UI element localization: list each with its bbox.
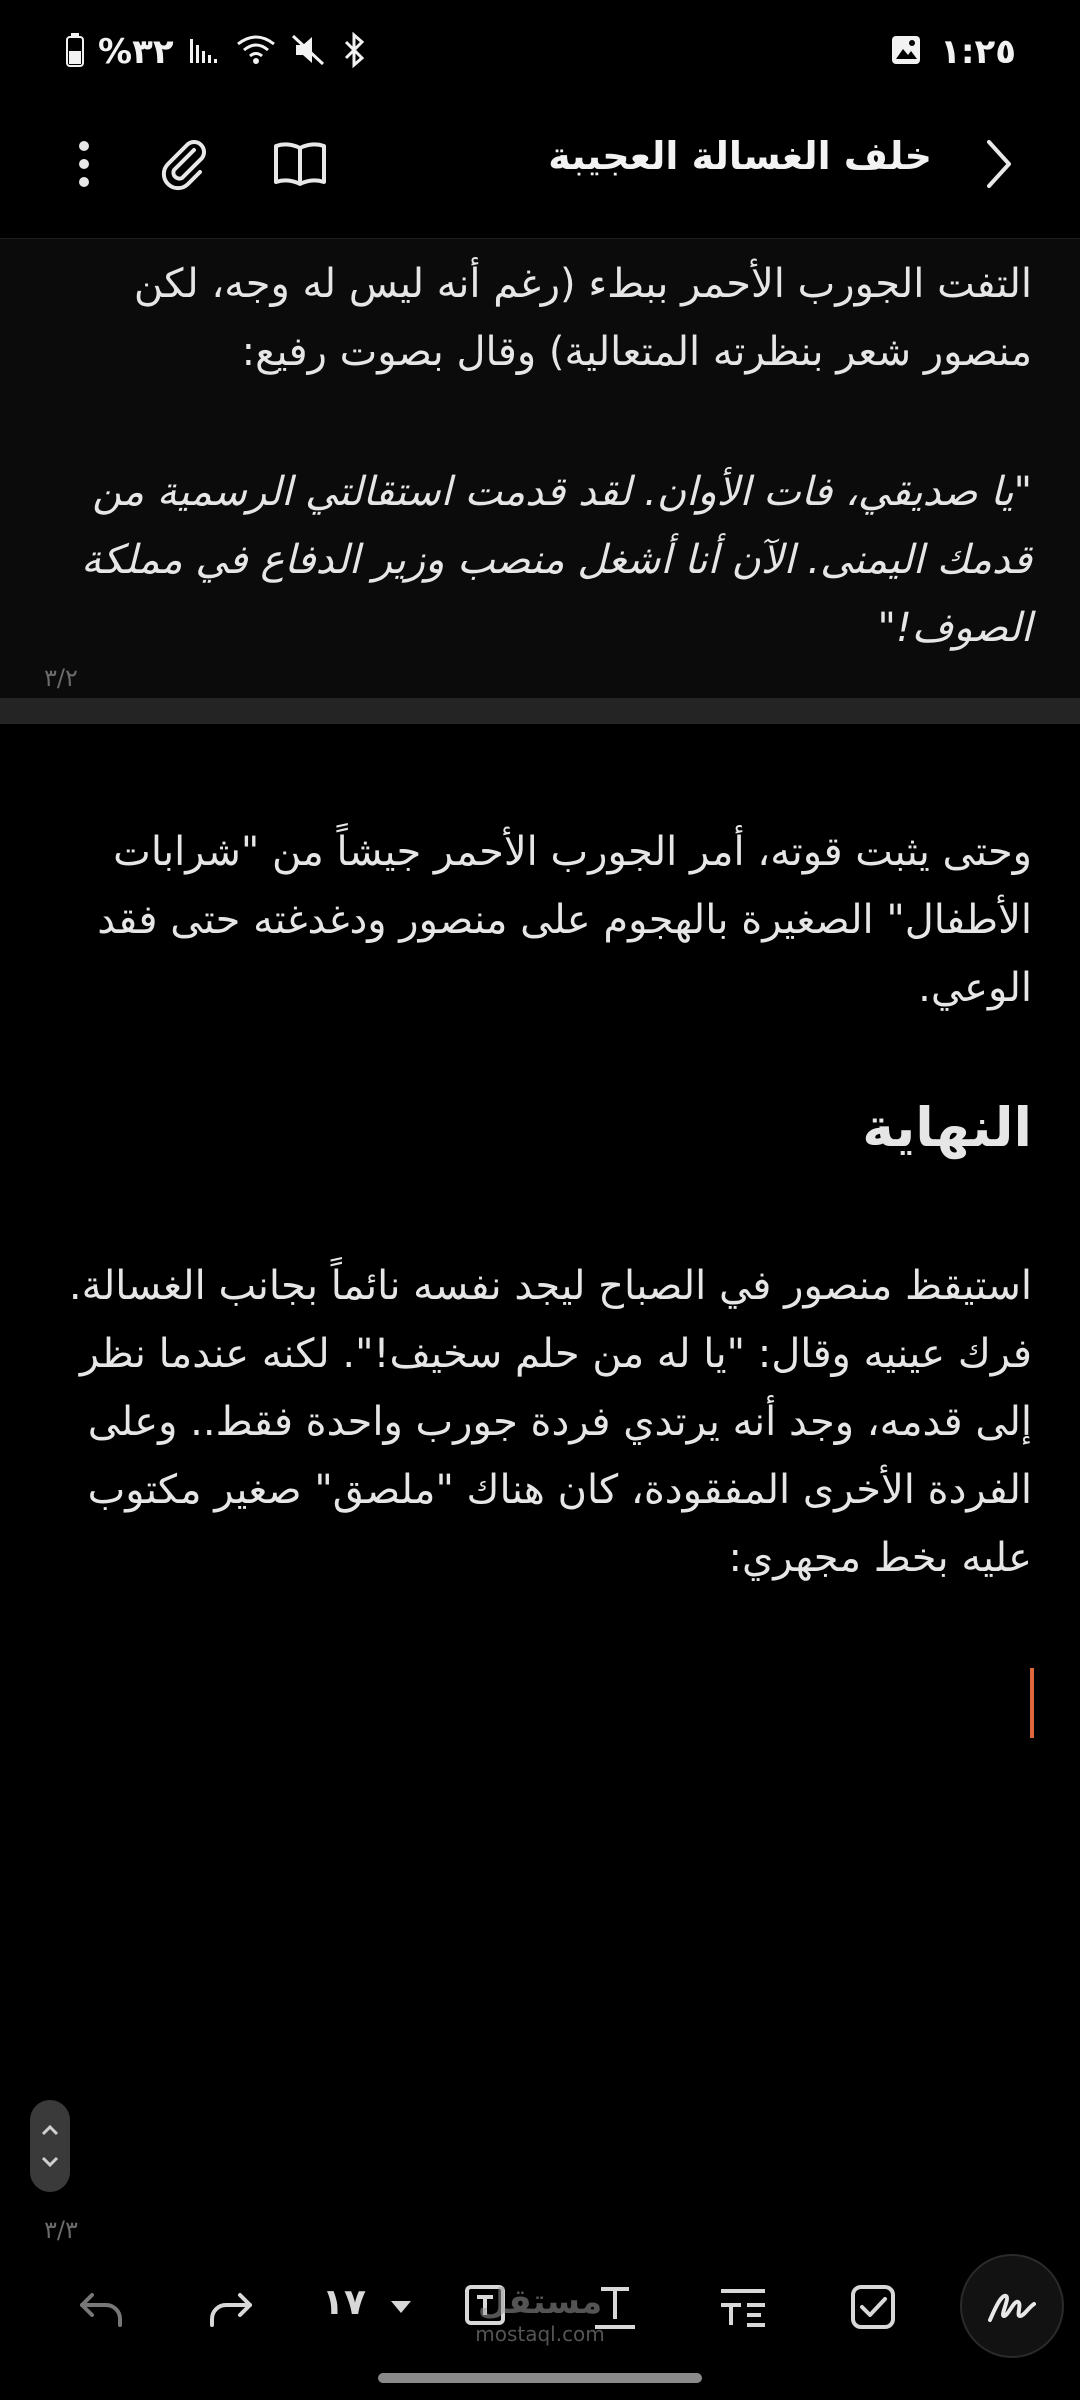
checkbox-icon[interactable] bbox=[836, 2270, 910, 2344]
undo-icon[interactable] bbox=[64, 2270, 138, 2344]
page1-paragraph[interactable]: التفت الجورب الأحمر ببطء (رغم أنه ليس له وجه، لكن منصور شعر بنظرته المتعالية) وقال بصوت رفيع: bbox=[121, 261, 1032, 375]
redo-icon[interactable] bbox=[194, 2270, 268, 2344]
more-menu-icon[interactable] bbox=[52, 132, 116, 196]
wifi-icon bbox=[236, 34, 276, 70]
bluetooth-icon bbox=[340, 32, 368, 72]
page-scroller[interactable] bbox=[30, 2100, 70, 2192]
mute-icon bbox=[290, 33, 326, 71]
status-bar bbox=[0, 0, 1080, 104]
page-divider bbox=[0, 698, 1080, 724]
back-chevron-icon[interactable] bbox=[966, 132, 1030, 196]
battery-icon bbox=[66, 33, 84, 71]
watermark-arabic: مستقل bbox=[477, 2282, 603, 2322]
gallery-notification-icon bbox=[890, 34, 922, 70]
page1-quote[interactable]: "يا صديقي، فات الأوان. لقد قدمت استقالتي الرسمية من قدمك اليمنى. الآن أنا أشغل منصب وزير الدفاع في مملكة الصوف!" bbox=[68, 469, 1032, 651]
page2-heading[interactable]: النهاية bbox=[862, 1096, 1032, 1159]
font-size-value[interactable]: ١٧ bbox=[322, 2282, 366, 2323]
font-size-dropdown-icon[interactable] bbox=[364, 2270, 438, 2344]
read-mode-icon[interactable] bbox=[268, 132, 332, 196]
page2-number: ٣/٣ bbox=[44, 2216, 78, 2244]
text-format-icon[interactable] bbox=[706, 2270, 780, 2344]
pen-icon bbox=[986, 2286, 1038, 2326]
text-cursor bbox=[1030, 1668, 1034, 1738]
signal-icon bbox=[188, 35, 222, 69]
page2-paragraph-2[interactable]: استيقظ منصور في الصباح ليجد نفسه نائماً بجانب الغسالة. فرك عينيه وقال: "يا له من حلم سخيف!". لكنه عندما نظر إلى قدمه، وجد أنه يرتدي فردة جورب واحدة فقط.. وعلى الفردة الأخرى المفقودة، كان هناك "ملصق" صغير مكتوب عليه بخط مجهري: bbox=[56, 1263, 1032, 1581]
scroll-arrows-icon bbox=[30, 2100, 70, 2192]
page2-paragraph-1[interactable]: وحتى يثبت قوته، أمر الجورب الأحمر جيشاً من "شرابات الأطفال" الصغيرة بالهجوم على منصور ودغدغته حتى فقد الوعي. bbox=[84, 829, 1032, 1011]
status-left bbox=[66, 30, 368, 74]
page1-number: ٣/٢ bbox=[44, 664, 78, 692]
pen-button[interactable] bbox=[960, 2254, 1064, 2358]
battery-percent: %٣٢ bbox=[98, 32, 174, 72]
watermark-latin: mostaql.com bbox=[475, 2322, 605, 2346]
gesture-nav-bar[interactable] bbox=[378, 2373, 702, 2383]
note-title[interactable]: خلف الغسالة العجيبة bbox=[548, 134, 932, 178]
status-right bbox=[890, 30, 1016, 74]
attach-icon[interactable] bbox=[152, 132, 216, 196]
clock: ١:٢٥ bbox=[940, 32, 1016, 72]
watermark bbox=[460, 2282, 620, 2346]
app-bar bbox=[0, 104, 1080, 228]
